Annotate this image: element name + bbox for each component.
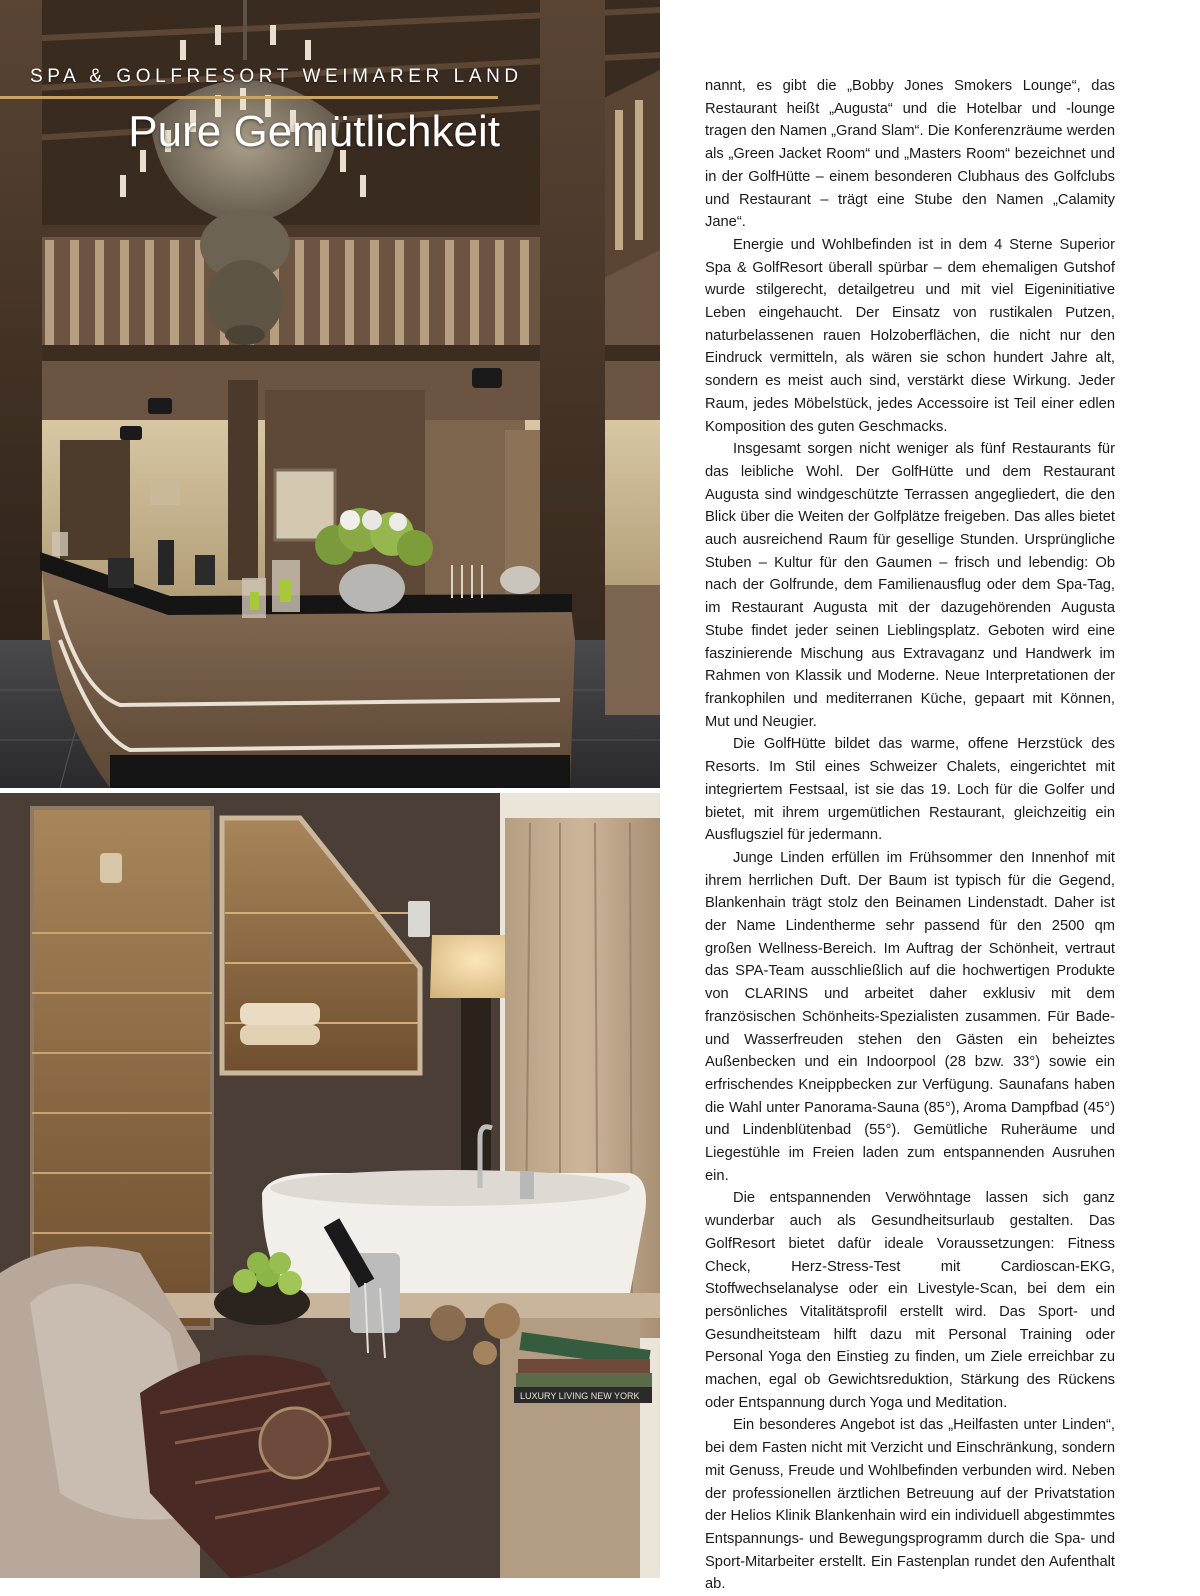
spa-suite-photo xyxy=(0,793,660,1578)
book-label: LUXURY LIVING NEW YORK xyxy=(520,1391,640,1401)
article-paragraph: Junge Linden erfüllen im Frühsommer den Innenhof mit ihrem herrlichen Duft. Der Baum ist typisch für die Gegend, Blankenhain trägt stolz den Beinamen Lindenstadt. Daher ist der Name Lindentherme sehr passend für den 2500 qm großen Wellness-Bereich. Im Auftrag der Schönheit, vertraut das SPA-Team ausschließlich auf die hochwertigen Produkte von CLARINS und arbeitet daher exklusiv mit dem französischen Schönheits-Spezialisten zusammen. Für Bade- und Wasserfreuden stehen den Gästen ein beheiztes Außenbecken und ein Indoorpool (28 bzw. 33°) sowie ein erfrischendes Kneippbecken zur Verfügung. Saunafans haben die Wahl unter Panorama-Sauna (85°), Aroma Dampfbad (45°) und Lindenblütenbad (55°). Gemütliche Ruheräume und Liegestühle im Freien laden zum entspannenden Ausruhen ein. xyxy=(705,849,1115,1184)
article-paragraph: Die GolfHütte bildet das warme, offene Herzstück des Resorts. Im Stil eines Schweizer Chalets, eingerichtet mit integriertem Festsaal, ist sie das 19. Loch für die Golfer und bietet, mit ihrem urgemütlichen Restaurant, gleichzeitig ein Ausflugsziel für jedermann. xyxy=(705,736,1115,844)
article-paragraph: Insgesamt sorgen nicht weniger als fünf Restaurants für das leibliche Wohl. Der GolfHütte und dem Restaurant Augusta sind windgeschützte Terrassen angegliedert, die den Blick über die Weiten der Golfplätze freigeben. Das alles bietet auch ausreichend Raum für gesellige Stunden. Ursprüngliche Stuben – Kultur für den Gaumen – frisch und lebendig: Ob nach der Golfrunde, dem Familienausflug oder dem Spa-Tag, im Restaurant Augusta mit der dazugehörenden Augusta Stube findet jeder seinen Lieblingsplatz. Geboten wird eine faszinierende Mischung aus Extravaganz und Handwerk im Rahmen von Klassik und Moderne. Neue Interpretationen der frankophilen und mediterranen Küche, gepaart mit Können, Mut und Neugier. xyxy=(705,441,1115,730)
header-rule xyxy=(0,96,498,99)
article-paragraph: nannt, es gibt die „Bobby Jones Smokers Lounge“, das Restaurant heißt „Augusta“ und die Hotelbar und -lounge tragen den Namen „Grand Slam“. Die Konferenzräume werden als „Green Jacket Room“ und „Masters Room“ bezeichnet und in der GolfHütte – einem besonderen Clubhaus des Golfclubs und Restaurant – trägt eine Stube den Namen „Calamity Jane“. xyxy=(705,78,1115,231)
article-paragraph: Ein besonderes Angebot ist das „Heilfasten unter Linden“, bei dem Fasten nicht mit Verzicht und Einschränkung, sondern mit Genuss, Freude und Wohlbefinden verbunden wird. Neben der professionellen ärztlichen Betreuung auf der Privatstation der Helios Klinik Blankenhain wird ein individuell abgestimmtes Entspannungs- und Bewegungsprogramm durch die Spa- und Sport-Mitarbeiter erstellt. Ein Fastenplan rundet den Aufenthalt ab. xyxy=(705,1417,1115,1593)
article-paragraph: Energie und Wohlbefinden ist in dem 4 Sterne Superior Spa & GolfResort überall spürbar – dem ehemaligen Gutshof wurde stilgerecht, detailgetreu und mit viel Eigeninitiative Leben eingehaucht. Der Einsatz von rustikalen Putzen, naturbelassenen rauen Holzoberflächen, die nicht nur den Eindruck vermitteln, als wären sie schon hundert Jahre alt, sondern es meist auch sind, verstärkt diese Wirkung. Jeder Raum, jedes Möbelstück, jedes Accessoire ist Teil einer edlen Komposition des guten Geschmacks. xyxy=(705,236,1115,435)
page-title: Pure Gemütlichkeit xyxy=(128,107,500,156)
article-paragraph: Die entspannenden Verwöhntage lassen sich ganz wunderbar auch als Gesundheitsurlaub gestalten. Das GolfResort bietet dafür ideale Voraussetzungen: Fitness Check, Herz-Stress-Test mit Cardioscan-EKG, Stoffwechselanalyse oder ein Livestyle-Scan, bei dem ein persönliches Vitalitätsprofil erstellt wird. Das Sport- und Gesundheitsteam hilft dazu mit Personal Training oder Personal Yoga den Einstieg zu finden, um Ziele erreichbar zu machen, egal ob Gewichtsreduktion, Stärkung des Rückens oder Entspannung durch Yoga und Meditation. xyxy=(705,1190,1115,1411)
spa-suite-illustration xyxy=(0,793,660,1578)
article-body xyxy=(705,75,1115,1596)
section-kicker: SPA & GOLFRESORT WEIMARER LAND xyxy=(30,66,523,87)
